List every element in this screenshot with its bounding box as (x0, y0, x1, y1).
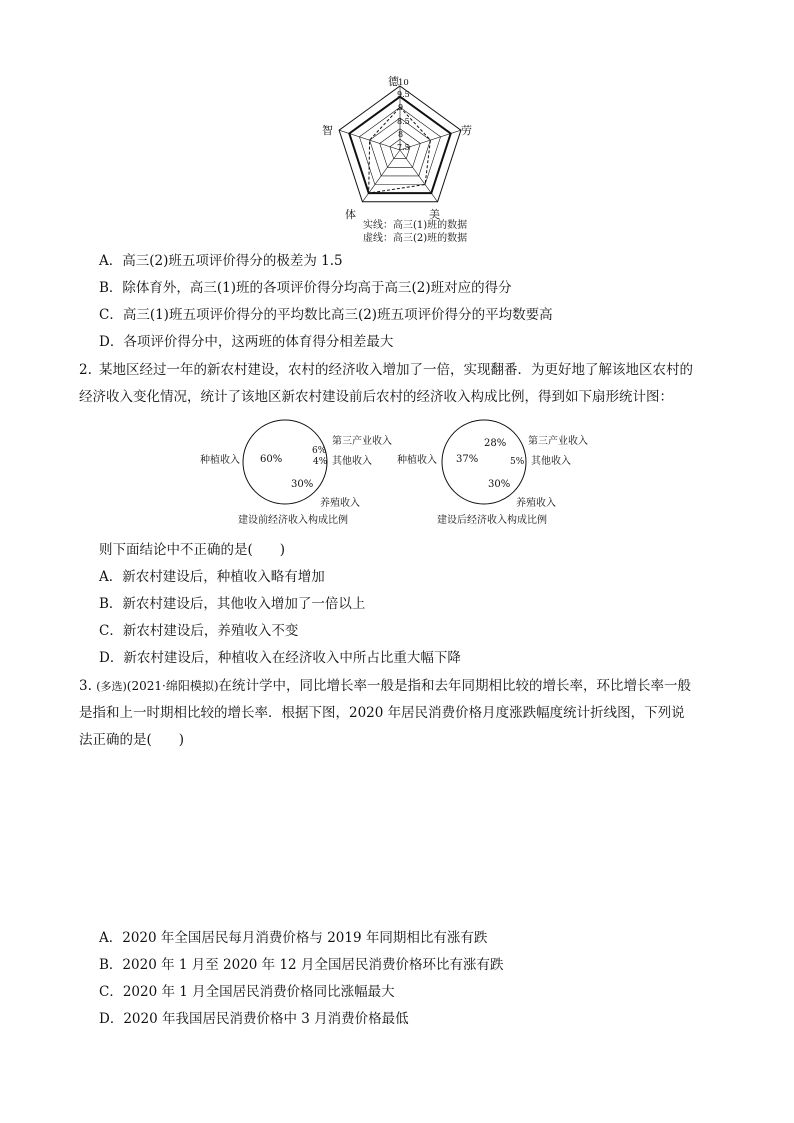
q2-prompt: 则下面结论中不正确的是( ) (99, 542, 286, 558)
radar-ring-label: 9.5 (397, 90, 410, 99)
pie-before-label-breeding: 养殖收入 (320, 498, 360, 509)
radar-axis-ti: 体 (345, 208, 356, 221)
q3-line1 (79, 677, 691, 696)
q3-stem-line3: 法正确的是( ) (79, 732, 185, 748)
q3-stem-line2: 是指和上一时期相比较的增长率．根据下图，2020 年居民消费价格月度涨跌幅度统计折线图，下列说 (79, 705, 685, 721)
pie-after-label-planting: 种植收入 (397, 455, 437, 466)
pie-before-label-other: 其他收入 (332, 456, 372, 467)
radar-ring-label: 8.5 (397, 117, 410, 126)
q3-number: 3. (79, 678, 92, 694)
pie-before-pct-breeding: 30% (291, 479, 314, 490)
radar-axis-de: 德 (388, 75, 399, 88)
pie-before-caption: 建设前经济收入构成比例 (238, 515, 348, 526)
q2-number: 2. (79, 362, 92, 378)
q2-option-a: A．新农村建设后，种植收入略有增加 (99, 569, 325, 585)
radar-axis-zhi: 智 (322, 124, 333, 137)
q3-stem-line1: 在统计学中，同比增长率一般是指和去年同期相比较的增长率，环比增长率一般 (218, 678, 691, 694)
q2-option-b: B．新农村建设后，其他收入增加了一倍以上 (99, 596, 366, 612)
pie-before-pct-planting: 60% (260, 454, 283, 465)
pie-chart-before (195, 415, 405, 530)
radar-legend-dashed: 虚线：高三(2)班的数据 (363, 233, 468, 244)
q3-source: (2021·绵阳模拟) (126, 679, 219, 693)
q1-option-a: A．高三(2)班五项评价得分的极差为 1.5 (99, 253, 343, 269)
q2-option-d: D．新农村建设后，种植收入在经济收入中所占比重大幅下降 (99, 650, 461, 666)
radar-ring-label: 9 (398, 103, 404, 112)
q2-stem-line2: 经济收入变化情况，统计了该地区新农村建设前后农村的经济收入构成比例，得到如下扇形统计图： (79, 389, 673, 405)
q3-tag: (多选) (96, 680, 127, 693)
q2-option-c: C．新农村建设后，养殖收入不变 (99, 623, 299, 639)
pie-after-caption: 建设后经济收入构成比例 (437, 515, 547, 526)
q1-option-d: D．各项评价得分中，这两班的体育得分相差最大 (99, 334, 394, 350)
pie-after-pct-other: 5% (510, 457, 525, 467)
radar-chart (310, 72, 490, 247)
q3-option-c: C．2020 年 1 月全国居民消费价格同比涨幅最大 (99, 984, 395, 1000)
pie-after-label-breeding: 养殖收入 (516, 498, 556, 509)
pie-before-pct-other: 4% (313, 457, 328, 467)
cpi-line-chart (238, 762, 558, 922)
q1-option-b: B．除体育外，高三(1)班的各项评价得分均高于高三(2)班对应的得分 (99, 280, 512, 296)
radar-axis-mei: 美 (429, 208, 440, 221)
pie-after-label-tertiary: 第三产业收入 (528, 436, 588, 447)
pie-after-pct-tertiary: 28% (484, 438, 507, 449)
pie-after-pct-planting: 37% (456, 454, 479, 465)
pie-after-label-other: 其他收入 (531, 456, 571, 467)
radar-ring-label: 10 (398, 78, 409, 88)
q3-option-b: B．2020 年 1 月至 2020 年 12 月全国居民消费价格环比有涨有跌 (99, 957, 504, 973)
radar-legend-solid: 实线：高三(1)班的数据 (363, 220, 468, 231)
q3-option-a: A．2020 年全国居民每月消费价格与 2019 年同期相比有涨有跌 (99, 930, 488, 946)
radar-ring-label: 8 (398, 130, 404, 139)
q1-option-c: C．高三(1)班五项评价得分的平均数比高三(2)班五项评价得分的平均数要高 (99, 307, 553, 323)
pie-after-pct-breeding: 30% (488, 479, 511, 490)
pie-before-pct-tertiary: 6% (312, 446, 327, 456)
pie-chart-after (394, 415, 604, 530)
pie-before-label-planting: 种植收入 (200, 455, 240, 466)
radar-axis-lao: 劳 (461, 124, 472, 137)
q3-option-d: D．2020 年我国居民消费价格中 3 月消费价格最低 (99, 1011, 409, 1027)
q2-stem-line1: 某地区经过一年的新农村建设，农村的经济收入增加了一倍，实现翻番．为更好地了解该地区农村的 (99, 362, 693, 378)
pie-before-label-tertiary: 第三产业收入 (332, 436, 392, 447)
radar-ring-label: 7.5 (397, 143, 410, 152)
